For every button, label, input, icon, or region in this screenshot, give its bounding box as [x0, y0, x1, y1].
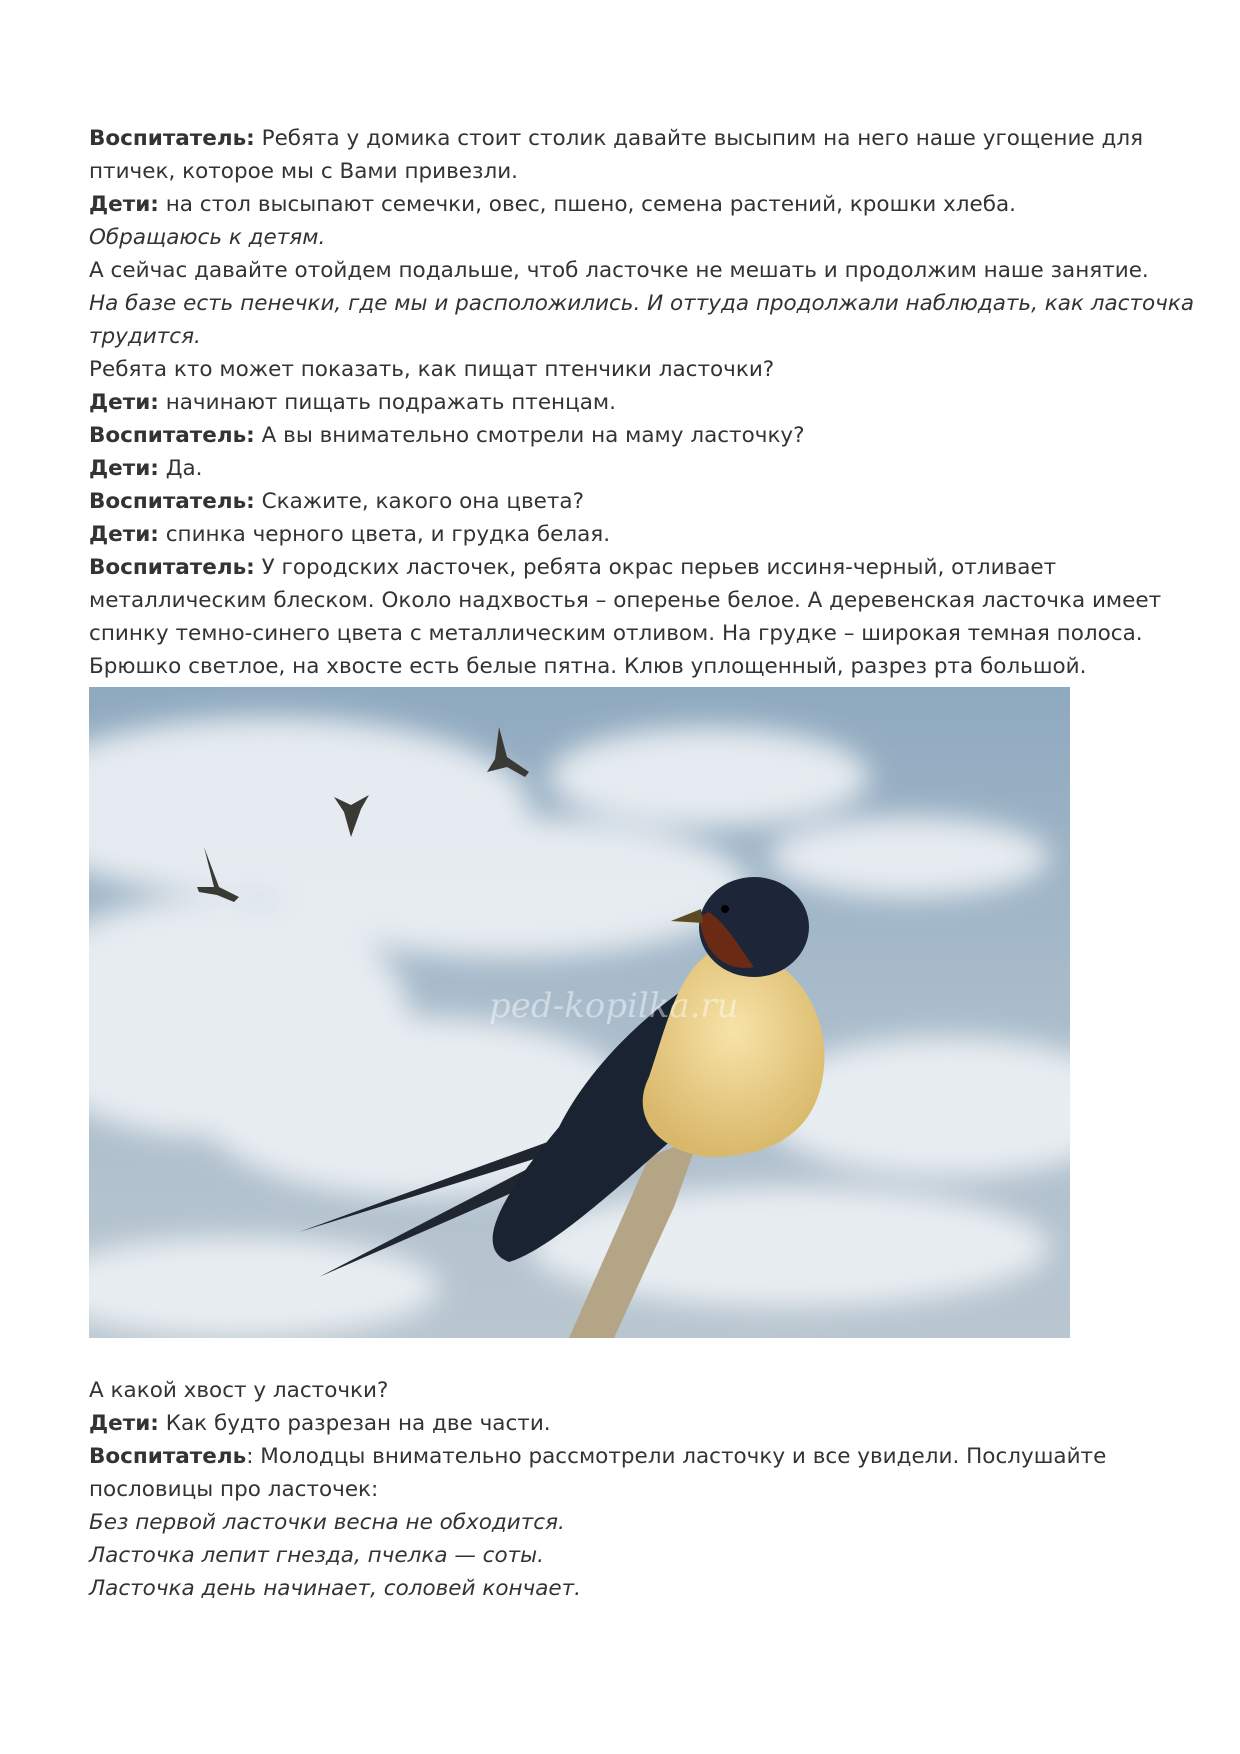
paragraph-10 — [89, 485, 1199, 518]
paragraph-text: У городских ласточек, ребята окрас перьев иссиня-черный, отливает металлическим блеском. Около надхвостья – оперенье белое. А деревенская ласточка имеет спинку темно-синего цвета с металлическим отливом. На грудке – широкая темная полоса. Брюшко светлое, на хвосте есть белые пятна. Клюв уплощенный, разрез рта большой. — [89, 555, 1162, 679]
paragraph-13: А какой хвост у ласточки? — [89, 1378, 389, 1403]
paragraph-text: Как будто разрезан на две части. — [158, 1411, 551, 1436]
paragraph-11 — [89, 518, 1199, 551]
speaker-label: Воспитатель: — [89, 555, 255, 580]
paragraph-text: спинка черного цвета, и грудка белая. — [158, 522, 611, 547]
paragraph-8 — [89, 419, 1199, 452]
paragraph-6: Ребята кто может показать, как пищат птенчики ласточки? — [89, 357, 775, 382]
proverb-1: Без первой ласточки весна не обходится. — [89, 1510, 565, 1535]
speaker-label: Воспитатель: — [89, 423, 255, 448]
paragraph-text: : Молодцы внимательно рассмотрели ласточку и все увидели. Послушайте пословицы про ласточек: — [89, 1444, 1107, 1502]
paragraph-9 — [89, 452, 1199, 485]
paragraph-15 — [89, 1440, 1199, 1506]
paragraph-12 — [89, 551, 1199, 683]
proverb-3: Ласточка день начинает, соловей кончает. — [89, 1576, 581, 1601]
speaker-label: Дети: — [89, 522, 159, 547]
proverb-2: Ласточка лепит гнезда, пчелка — соты. — [89, 1543, 544, 1568]
eye — [721, 905, 729, 913]
document-page — [89, 122, 1199, 1605]
watermark: ped-kopilka.ru — [489, 986, 739, 1026]
paragraph-text: Ребята у домика стоит столик давайте высыпим на него наше угощение для птичек, которое мы с Вами привезли. — [89, 126, 1144, 184]
speaker-label: Дети: — [89, 192, 159, 217]
paragraph-text: А вы внимательно смотрели на маму ласточку? — [254, 423, 805, 448]
paragraph-1 — [89, 122, 1199, 188]
paragraph-text: Скажите, какого она цвета? — [254, 489, 584, 514]
speaker-label: Воспитатель: — [89, 126, 255, 151]
paragraph-7 — [89, 386, 1199, 419]
paragraph-5-italic: На базе есть пенечки, где мы и расположились. И оттуда продолжали наблюдать, как ласточка трудится. — [89, 291, 1195, 349]
paragraph-text: начинают пищать подражать птенцам. — [158, 390, 616, 415]
speaker-label: Дети: — [89, 390, 159, 415]
swallow-photo-image — [89, 687, 1070, 1338]
speaker-label: Воспитатель: — [89, 489, 255, 514]
speaker-label: Воспитатель — [89, 1444, 247, 1469]
paragraph-2 — [89, 188, 1199, 221]
swallow-photo — [89, 687, 1070, 1338]
paragraph-text: Да. — [158, 456, 203, 481]
paragraph-14 — [89, 1407, 1199, 1440]
paragraph-text: на стол высыпают семечки, овес, пшено, семена растений, крошки хлеба. — [158, 192, 1017, 217]
paragraph-4: А сейчас давайте отойдем подальше, чтоб ласточке не мешать и продолжим наше занятие. — [89, 258, 1149, 283]
speaker-label: Дети: — [89, 1411, 159, 1436]
speaker-label: Дети: — [89, 456, 159, 481]
paragraph-3-italic: Обращаюсь к детям. — [89, 225, 326, 250]
bottom-section — [89, 1374, 1199, 1605]
